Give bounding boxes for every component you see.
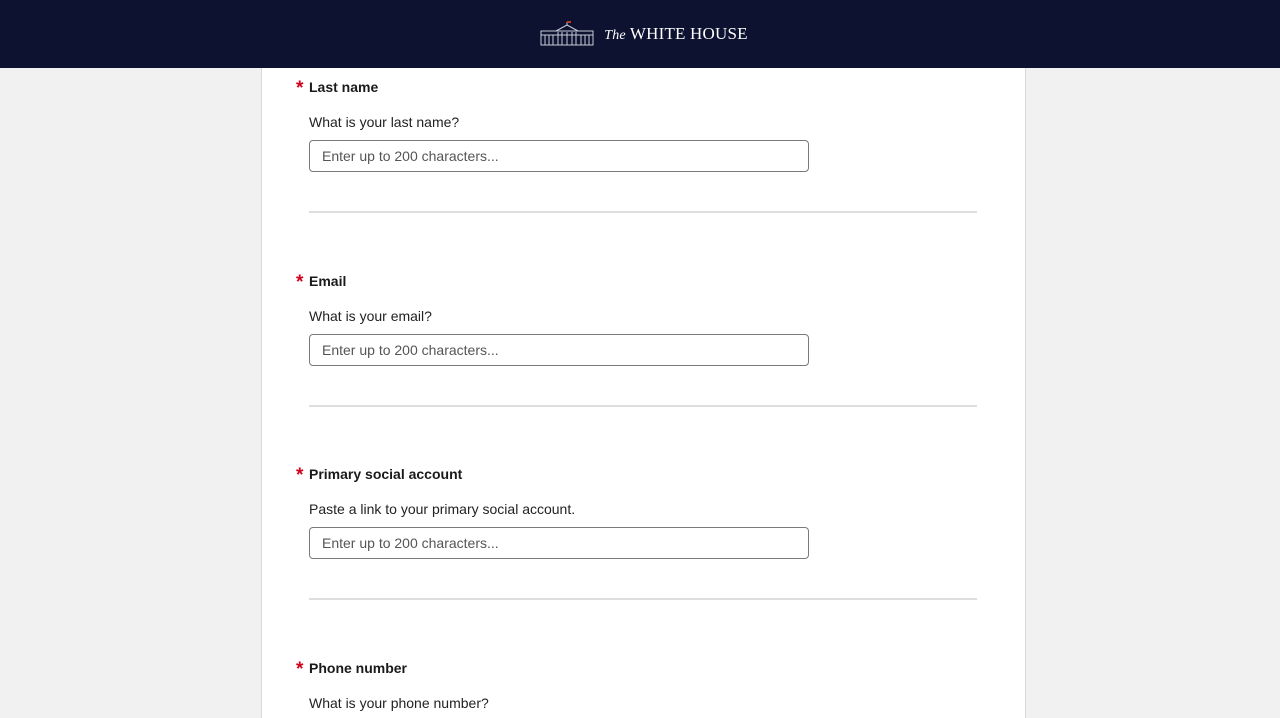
field-label: Email bbox=[309, 273, 347, 289]
white-house-building-icon bbox=[540, 21, 594, 47]
field-question: What is your last name? bbox=[309, 114, 460, 130]
field-label: Primary social account bbox=[309, 466, 463, 482]
social-account-input[interactable] bbox=[309, 527, 809, 559]
section-divider bbox=[309, 598, 977, 600]
required-marker: * bbox=[296, 659, 304, 680]
field-label: Last name bbox=[309, 79, 379, 95]
section-divider bbox=[309, 405, 977, 407]
email-input[interactable] bbox=[309, 334, 809, 366]
required-marker: * bbox=[296, 272, 304, 293]
field-question: What is your phone number? bbox=[309, 695, 489, 711]
field-label: Phone number bbox=[309, 660, 408, 676]
brand-name: WHITE HOUSE bbox=[629, 24, 748, 43]
field-label-row bbox=[296, 272, 347, 293]
field-label-row bbox=[296, 659, 408, 680]
site-header bbox=[0, 0, 1280, 68]
field-question: Paste a link to your primary social account. bbox=[309, 501, 576, 517]
required-marker: * bbox=[296, 78, 304, 99]
section-divider bbox=[309, 211, 977, 213]
field-label-row bbox=[296, 465, 463, 486]
field-question: What is your email? bbox=[309, 308, 432, 324]
brand-wordmark bbox=[604, 24, 747, 44]
form-panel bbox=[261, 68, 1026, 718]
field-label-row bbox=[296, 78, 379, 99]
brand-logo-link[interactable] bbox=[540, 21, 747, 47]
required-marker: * bbox=[296, 465, 304, 486]
brand-prefix: The bbox=[604, 28, 626, 43]
last-name-input[interactable] bbox=[309, 140, 809, 172]
